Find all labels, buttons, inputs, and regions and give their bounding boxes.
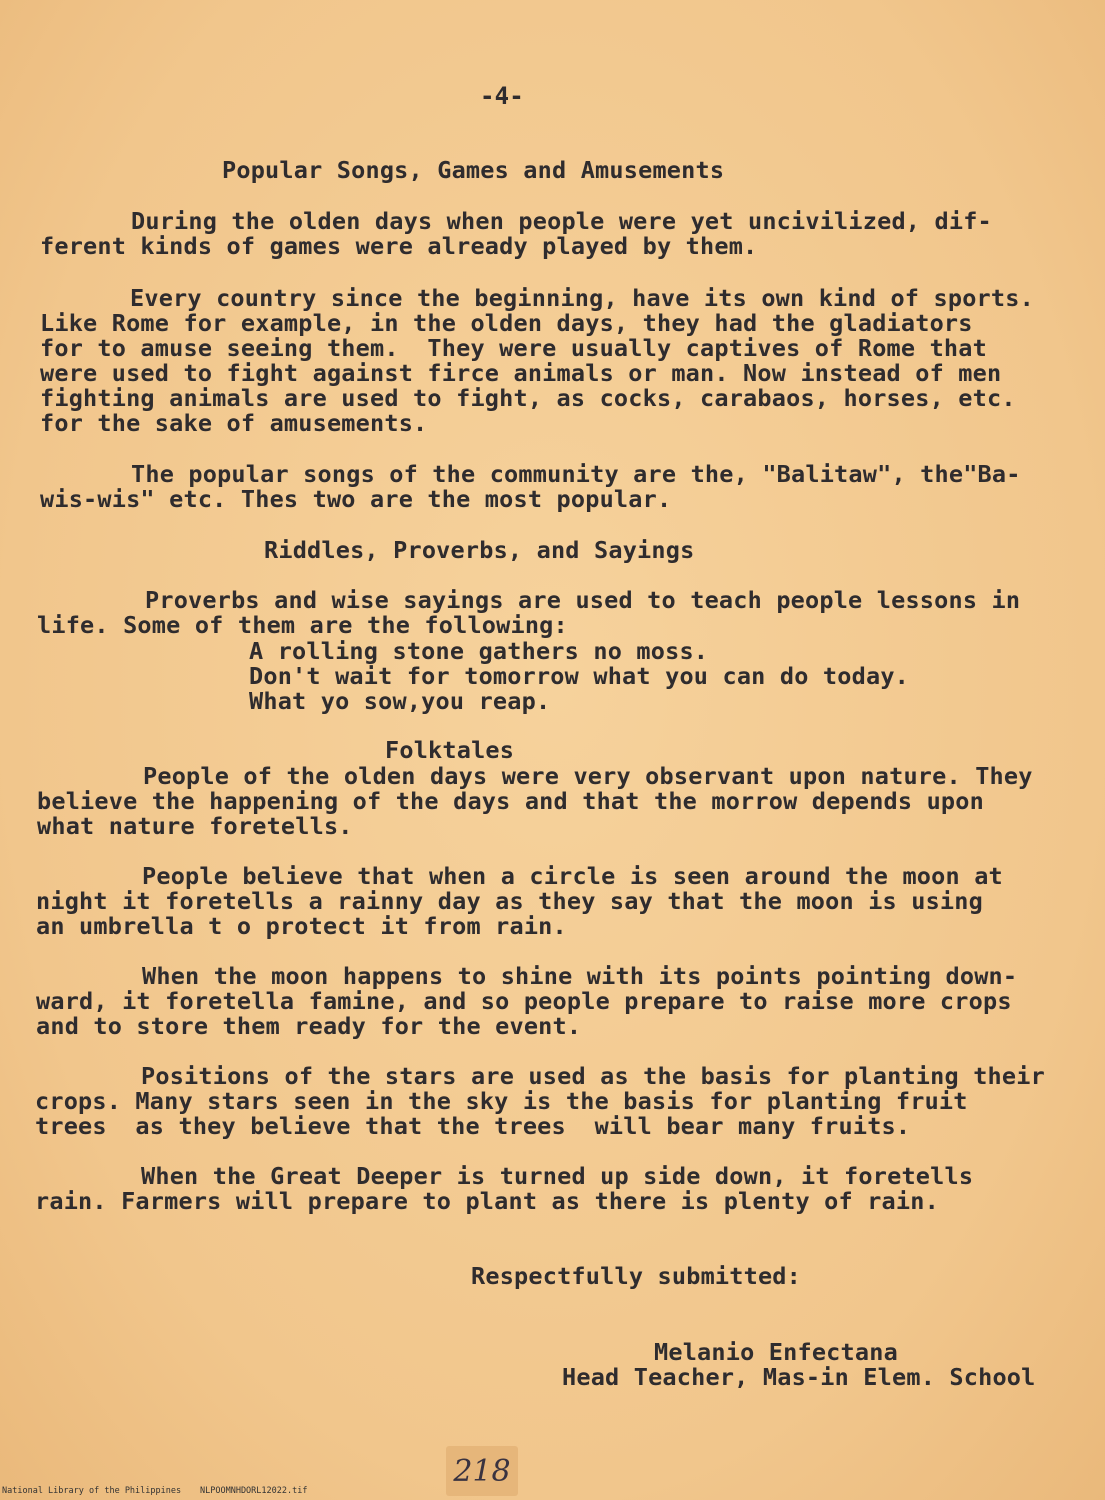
signatory-name: Melanio Enfectana [654, 1338, 898, 1366]
paragraph-line: Proverbs and wise sayings are used to teach people lessons in [145, 586, 1021, 614]
section-title-riddles-proverbs: Riddles, Proverbs, and Sayings [264, 536, 695, 564]
paragraph-line: When the moon happens to shine with its points pointing down- [142, 962, 1018, 990]
paragraph-line: When the Great Deeper is turned up side down, it foretells [141, 1162, 974, 1190]
paragraph-line: ward, it foretella famine, and so people prepare to raise more crops [36, 987, 1012, 1015]
section-title-songs-games: Popular Songs, Games and Amusements [222, 156, 725, 184]
paragraph-line: night it foretells a rainny day as they say that the moon is using [36, 887, 983, 915]
section-title-folktales: Folktales [385, 736, 515, 764]
paragraph-line: for the sake of amusements. [40, 409, 428, 437]
signatory-position: Head Teacher, Mas-in Elem. School [562, 1363, 1036, 1391]
paragraph-line: Like Rome for example, in the olden days, they had the gladiators [40, 309, 973, 337]
paragraph-line: trees as they believe that the trees will bear many fruits. [35, 1112, 911, 1140]
paragraph-line: life. Some of them are the following: [37, 611, 568, 639]
paragraph-line: crops. Many stars seen in the sky is the basis for planting fruit [35, 1087, 968, 1115]
proverb-item: What yo sow,you reap. [249, 687, 551, 715]
paragraph-line: what nature foretells. [37, 812, 353, 840]
paragraph-line: for to amuse seeing them. They were usually captives of Rome that [40, 334, 987, 362]
page-number: -4- [480, 82, 524, 110]
paragraph-line: People believe that when a circle is seen around the moon at [142, 862, 1003, 890]
paragraph-line: Every country since the beginning, have its own kind of sports. [130, 284, 1034, 312]
paragraph-line: ferent kinds of games were already played by them. [40, 232, 758, 260]
paragraph-line: Positions of the stars are used as the basis for planting their [141, 1062, 1045, 1090]
paragraph-line: The popular songs of the community are the, "Balitaw", the"Ba- [131, 460, 1021, 488]
paragraph-line: fighting animals are used to fight, as cocks, carabaos, horses, etc. [40, 384, 1016, 412]
paragraph-line: People of the olden days were very observant upon nature. They [143, 762, 1033, 790]
proverb-item: A rolling stone gathers no moss. [249, 637, 709, 665]
footer-library: National Library of the Philippines [2, 1486, 182, 1496]
paragraph-line: wis-wis" etc. Thes two are the most popular. [40, 485, 672, 513]
paragraph-line: were used to fight against firce animals or man. Now instead of men [40, 359, 1002, 387]
paragraph-line: an umbrella t o protect it from rain. [36, 912, 567, 940]
page-stamp: 218 [446, 1446, 518, 1496]
paragraph-line: believe the happening of the days and that the morrow depends upon [37, 787, 984, 815]
proverb-item: Don't wait for tomorrow what you can do today. [249, 662, 910, 690]
footer-filename: NLPOOMNHDORL12022.tif [200, 1486, 308, 1496]
paragraph-line: rain. Farmers will prepare to plant as there is plenty of rain. [35, 1187, 939, 1215]
paragraph-line: and to store them ready for the event. [36, 1012, 582, 1040]
paragraph-line: During the olden days when people were yet uncivilized, dif- [131, 207, 992, 235]
closing-salutation: Respectfully submitted: [471, 1262, 802, 1290]
